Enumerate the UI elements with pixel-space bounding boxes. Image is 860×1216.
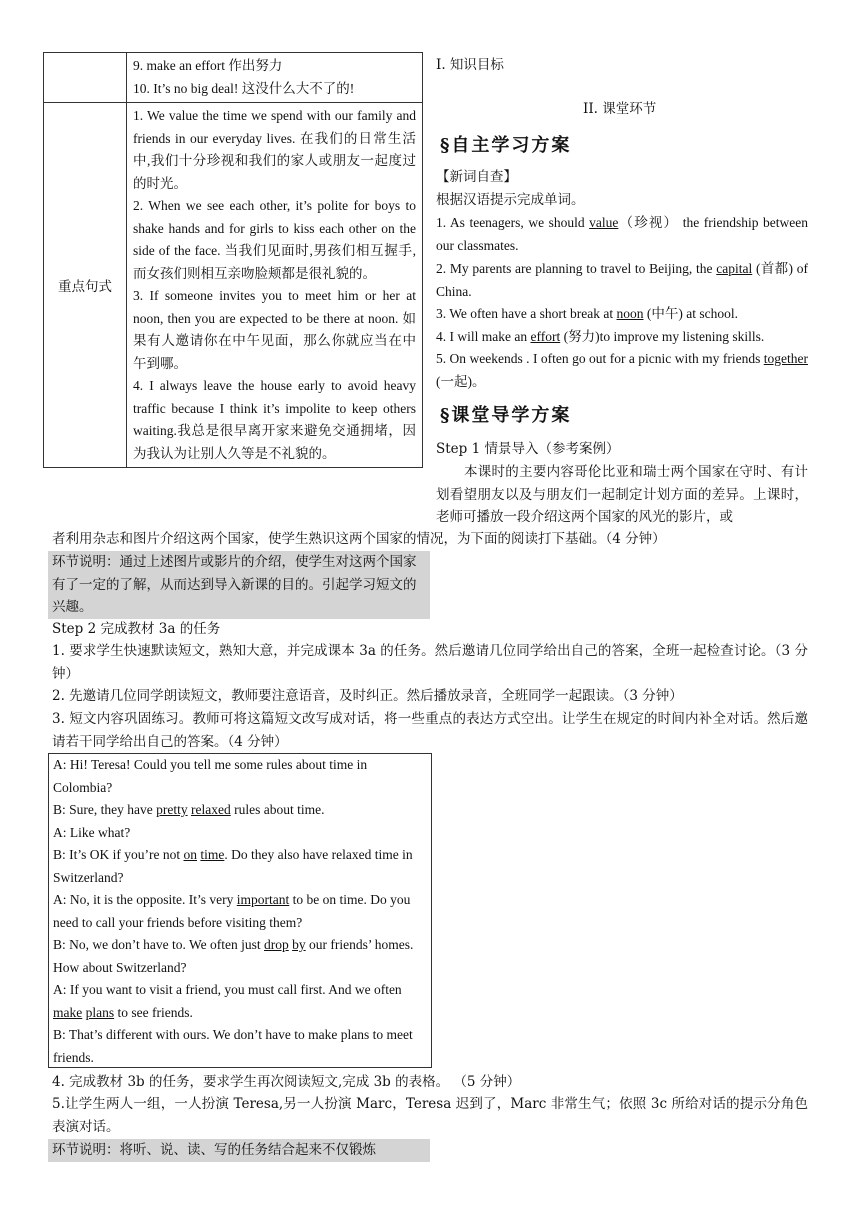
answer-blank: drop: [264, 937, 289, 952]
dialogue-text: B: Sure, they have: [53, 802, 157, 817]
step2-item-3: 3. 短文内容巩固练习。教师可将这篇短文改写成对话，将一些重点的表达方式空出。让学生在规定的时间内补全对话。然后邀请若干同学给出自己的答案。（4 分钟）: [52, 711, 808, 750]
dialogue-line: B: That’s different with ours. We don’t have to make plans to meet friends.: [53, 1027, 413, 1065]
dialogue-text: B: It’s OK if you’re not: [53, 847, 184, 862]
guided-study-heading: §课堂导学方案: [440, 405, 572, 426]
step1-text: 本课时的主要内容哥伦比亚和瑞士两个国家在守时、有计划看望朋友以及与朋友们一起制定计划方面的差异。上课时，老师可播放一段介绍这两个国家的风光的影片，或: [436, 464, 808, 525]
instruction-text: 根据汉语提示完成单词。: [436, 192, 585, 208]
step2-title: Step 2 完成教材 3a 的任务: [52, 621, 221, 637]
class-section-heading: II. 课堂环节: [583, 101, 657, 117]
dialogue-line: [53, 799, 427, 822]
step1-title: Step 1 情景导入（参考案例）: [436, 441, 620, 457]
key-sentences-cell: [127, 103, 423, 468]
sentence-item: 4. I always leave the house early to avoid heavy traffic because I think it’s impolite to keep others waiting.我总是很早离开家来避免交通拥堵，因为我认为让别人久等是不礼貌的。: [133, 378, 416, 461]
answer-blank: pretty: [156, 802, 188, 817]
answer-blank: make: [53, 1004, 83, 1020]
question-text: 5. On weekends . I often go out for a picnic with my friends: [436, 351, 764, 366]
answer-blank: relaxed: [190, 802, 231, 817]
dialogue-box: [48, 753, 432, 1068]
question-text: 4. I will make an: [436, 329, 531, 344]
dialogue-text: A: If you want to visit a friend, you must call first. And we often: [53, 982, 402, 997]
stage-note-2: 环节说明：将听、说、读、写的任务结合起来不仅锻炼: [48, 1139, 430, 1162]
answer-blank: important: [236, 892, 290, 907]
sentence-item: 2. When we see each other, it’s polite for boys to shake hands and for girls to kiss each other on the side of the face. 当我们见面时,男孩们相互握手,而女孩们则相互亲吻脸颊都是很礼貌的。: [133, 198, 416, 281]
answer-blank: by: [292, 937, 306, 952]
key-sentences-label: 重点句式: [44, 103, 127, 468]
answer-blank: plans: [85, 1004, 115, 1020]
phrase-cell: [127, 53, 423, 103]
answer-blank: together: [763, 351, 808, 366]
step1-continuation: 者利用杂志和图片介绍这两个国家，使学生熟识这两个国家的情况，为下面的阅读打下基础。（4 分钟）: [52, 531, 666, 547]
vocab-question-1: [436, 212, 808, 257]
question-text: (努力)to improve my listening skills.: [560, 329, 765, 344]
dialogue-line: A: Like what?: [53, 824, 131, 840]
new-words-title: 【新词自查】: [436, 169, 517, 185]
stage-note-1: 环节说明：通过上述图片或影片的介绍，使学生对这两个国家有了一定的了解，从而达到导入新课的目的。引起学习短文的兴趣。: [48, 551, 430, 619]
question-text: 3. We often have a short break at: [436, 306, 617, 321]
sentence-item: 1. We value the time we spend with our family and friends in our everyday lives. 在我们的日常生活中,我们十分珍视和我们的家人或朋友一起度过的时光。: [133, 108, 416, 191]
question-text: (一起)。: [436, 373, 486, 389]
dialogue-text: to see friends.: [114, 1004, 193, 1020]
dialogue-line: [53, 844, 427, 889]
self-study-heading: §自主学习方案: [440, 135, 572, 156]
dialogue-line: [53, 889, 427, 934]
dialogue-line: A: Hi! Teresa! Could you tell me some rules about time in Colombia?: [53, 757, 368, 795]
key-points-table: [43, 52, 423, 468]
table-row-label-empty: [44, 53, 127, 103]
dialogue-text: our friends’ homes. How about Switzerland?: [53, 937, 414, 975]
answer-blank: time: [200, 847, 225, 862]
answer-blank: value: [589, 215, 619, 230]
step2-item-5: 5.让学生两人一组，一人扮演 Teresa,另一人扮演 Marc，Teresa 迟到了，Marc 非常生气；依照 3c 所给对话的提示分角色表演对话。: [52, 1096, 808, 1135]
step2-item-4: 4. 完成教材 3b 的任务，要求学生再次阅读短文,完成 3b 的表格。 （5 分钟）: [52, 1074, 521, 1090]
dialogue-line: [53, 934, 427, 979]
sentence-item: 3. If someone invites you to meet him or her at noon, then you are expected to be there at noon. 如果有人邀请你在中午见面，那么你就应当在中午到哪。: [133, 288, 416, 371]
question-text: 1. As teenagers, we should: [436, 215, 590, 230]
answer-blank: effort: [530, 329, 561, 344]
vocab-question-3: [436, 303, 808, 326]
dialogue-text: rules about time.: [230, 802, 325, 817]
answer-blank: on: [183, 847, 197, 862]
vocab-question-2: [436, 258, 808, 303]
dialogue-line: [53, 979, 427, 1024]
phrase-item: 9. make an effort 作出努力: [133, 58, 283, 73]
question-text: （珍视） the friendship between our classmates.: [436, 215, 808, 253]
question-text: (中午) at school.: [643, 306, 738, 321]
phrase-item: 10. It’s no big deal! 这没什么大不了的!: [133, 80, 355, 96]
step2-item-2: 2. 先邀请几位同学朗读短文，教师要注意语音，及时纠正。然后播放录音，全班同学一起跟读。（3 分钟）: [52, 688, 683, 704]
answer-blank: noon: [616, 306, 644, 321]
dialogue-text: B: No, we don’t have to. We often just: [53, 937, 265, 952]
step2-item-1: 1. 要求学生快速默读短文，熟知大意，并完成课本 3a 的任务。然后邀请几位同学给出自己的答案，全班一起检查讨论。（3 分钟）: [52, 643, 808, 682]
vocab-question-5: [436, 348, 808, 393]
dialogue-text: . Do they also have relaxed time in Switzerland?: [53, 847, 413, 885]
dialogue-text: to be on time. Do you need to call your friends before visiting them?: [53, 892, 411, 930]
question-text: (首都) of China.: [436, 261, 808, 299]
answer-blank: capital: [716, 261, 753, 276]
question-text: 2. My parents are planning to travel to Beijing, the: [436, 261, 717, 276]
knowledge-goal-heading: I. 知识目标: [436, 57, 504, 73]
dialogue-text: A: No, it is the opposite. It’s very: [53, 892, 237, 907]
vocab-question-4: [436, 326, 808, 349]
